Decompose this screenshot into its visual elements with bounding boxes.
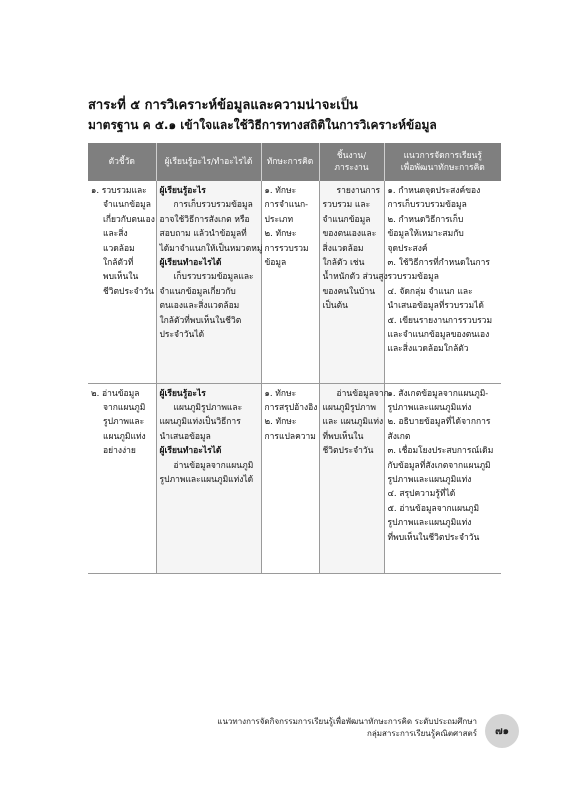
cell-line: แผนภูมิแท่งเป็นวิธีการ bbox=[159, 417, 241, 428]
header-learn bbox=[156, 143, 261, 181]
approach-cell bbox=[384, 383, 501, 573]
cell-line: ที่พบเห็นในชีวิตประจำวัน bbox=[387, 532, 480, 543]
cell-line: และจำแนกข้อมูลของตนเอง bbox=[387, 330, 490, 341]
cell-line: จำแนกข้อมูล bbox=[103, 200, 151, 211]
cell-line: รูปภาพและแผนภูมิแท่ง bbox=[387, 402, 472, 413]
cell-line: ๑. ทักษะ bbox=[264, 186, 297, 196]
cell-line: สอบถาม แล้วนำข้อมูลที่ bbox=[159, 229, 247, 240]
header-skills bbox=[261, 143, 319, 181]
cell-line: อ่านข้อมูลจากแผนภูมิ bbox=[173, 460, 254, 471]
cell-line: ชีวิตประจำวัน bbox=[103, 286, 154, 297]
cell-line: สิ่งแวดล้อม bbox=[322, 243, 364, 254]
cell-line: ข้อมูลให้เหมาะสมกับ bbox=[387, 229, 464, 240]
skills-cell bbox=[261, 181, 319, 383]
page-heading bbox=[88, 98, 508, 133]
cell-line: การรวบรวม bbox=[264, 243, 309, 254]
header-indicator bbox=[88, 143, 156, 181]
cell-line: กับข้อมูลที่สังเกตจากแผนภูมิ bbox=[387, 460, 491, 471]
cell-line: และสิ่งแวดล้อมใกล้ตัว bbox=[387, 344, 469, 355]
cell-line: น้ำหนักตัว ส่วนสูง bbox=[322, 272, 388, 283]
cell-line: ๓. เชื่อมโยงประสบการณ์เดิม bbox=[387, 446, 494, 457]
tasks-cell bbox=[319, 383, 389, 573]
cell-line: เกี่ยวกับตนเอง bbox=[103, 214, 155, 225]
do-heading: ผู้เรียนทำอะไรได้ bbox=[159, 258, 222, 269]
cell-line: ๑. กำหนดจุดประสงค์ของ bbox=[387, 186, 481, 196]
page-number: ๗๑ bbox=[485, 714, 519, 748]
cell-line: ภาระงาน bbox=[334, 163, 369, 173]
cell-line: เป็นต้น bbox=[322, 301, 348, 312]
cell-line: ของคนในบ้าน bbox=[322, 286, 376, 297]
cell-line: รูปภาพและแผนภูมิแท่ง bbox=[387, 518, 472, 529]
cell-line: ๒. ทักษะ bbox=[264, 417, 297, 428]
learn-text bbox=[160, 401, 258, 444]
footer-subject: กลุ่มสาระการเรียนรู้คณิตศาสตร์ bbox=[366, 729, 477, 738]
cell-line: ๒. ทักษะ bbox=[264, 229, 297, 240]
tasks-cell bbox=[319, 181, 388, 383]
learn-heading: ผู้เรียนรู้อะไร bbox=[159, 388, 206, 399]
cell-line: จำแนกข้อมูลเกี่ยวกับ bbox=[159, 286, 236, 297]
cell-line: ประจำวันได้ bbox=[159, 330, 205, 341]
learn-cell bbox=[156, 181, 261, 383]
cell-line: ๑. รวบรวมและ bbox=[91, 186, 147, 196]
indicator-table bbox=[88, 143, 501, 574]
cell-line: รูปภาพและแผนภูมิแท่งได้ bbox=[159, 474, 254, 485]
cell-line: ๒. อ่านข้อมูล bbox=[91, 388, 140, 399]
cell-line: ๕. อ่านข้อมูลจากแผนภูมิ bbox=[387, 503, 480, 514]
cell-line: จากแผนภูมิ bbox=[103, 402, 146, 413]
cell-line: นำเสนอข้อมูลที่รวบรวมได้ bbox=[387, 301, 484, 312]
cell-line: เก็บรวบรวมข้อมูลและ bbox=[173, 272, 254, 283]
cell-line: การเก็บรวบรวมข้อมูล bbox=[387, 200, 467, 211]
cell-line: ใกล้ตัวที่ bbox=[103, 258, 134, 269]
approach-cell bbox=[384, 181, 501, 383]
cell-line: รูปภาพและ bbox=[103, 417, 145, 428]
cell-line: ๔. จัดกลุ่ม จำแนก และ bbox=[387, 286, 473, 297]
cell-line: ใกล้ตัวที่พบเห็นในชีวิต bbox=[159, 315, 242, 326]
cell-line: รายงานการ bbox=[336, 186, 381, 196]
cell-line: จุดประสงค์ bbox=[387, 243, 428, 254]
cell-line: สังเกต bbox=[387, 431, 411, 442]
cell-line: รูปภาพและแผนภูมิแท่ง bbox=[387, 474, 472, 485]
cell-line: และสิ่ง bbox=[103, 229, 128, 240]
cell-line: นำเสนอข้อมูล bbox=[159, 431, 211, 442]
cell-line: เพื่อพัฒนาทักษะการคิด bbox=[400, 163, 485, 173]
learn-heading: ผู้เรียนรู้อะไร bbox=[159, 186, 206, 196]
cell-line: แผนภูมิรูปภาพ bbox=[322, 402, 376, 413]
header-tasks bbox=[319, 143, 384, 181]
cell-line: จำแนกข้อมูล bbox=[322, 214, 371, 225]
learn-cell bbox=[156, 383, 261, 573]
cell-line: ชิ้นงาน/ bbox=[336, 151, 367, 161]
cell-line: รวบรวม และ bbox=[322, 200, 371, 211]
indicator-cell bbox=[88, 181, 156, 383]
cell-line: การแปลความ bbox=[264, 431, 316, 442]
do-heading: ผู้เรียนทำอะไรได้ bbox=[159, 446, 222, 457]
cell-line: ๒. อธิบายข้อมูลที่ได้จากการ bbox=[387, 417, 491, 428]
cell-line: ใกล้ตัว เช่น bbox=[322, 258, 365, 269]
cell-line: แวดล้อม bbox=[103, 243, 135, 254]
cell-line: ๑. ทักษะ bbox=[264, 388, 297, 399]
cell-line: อ่านข้อมูลจาก bbox=[336, 388, 389, 399]
cell-line: ทักษะการคิด bbox=[266, 157, 314, 167]
cell-line: การเก็บรวบรวมข้อมูล bbox=[173, 200, 253, 211]
table-row bbox=[88, 181, 501, 383]
do-text bbox=[160, 270, 258, 342]
footer-book-title: แนวทางการจัดกิจกรรมการเรียนรู้เพื่อพัฒนาทักษะการคิด ระดับประถมศึกษา bbox=[217, 717, 477, 726]
skills-cell bbox=[261, 383, 319, 573]
cell-line: ผู้เรียนรู้อะไร/ทำอะไรได้ bbox=[164, 157, 253, 167]
cell-line: แนวการจัดการเรียนรู้ bbox=[403, 151, 482, 161]
cell-line: ได้มาจำแนกให้เป็นหมวดหมู่ bbox=[159, 243, 263, 254]
do-text bbox=[160, 459, 258, 488]
cell-line: การจำแนก- bbox=[264, 200, 309, 211]
cell-line: พบเห็นใน bbox=[103, 272, 139, 283]
cell-line: ของตนเองและ bbox=[322, 229, 377, 240]
cell-line: ตัวชี้วัด bbox=[108, 157, 135, 167]
cell-line: ชีวิตประจำวัน bbox=[322, 446, 374, 457]
cell-line: ประเภท bbox=[264, 214, 294, 225]
header-approach bbox=[384, 143, 501, 181]
cell-line: การสรุปอ้างอิง bbox=[264, 402, 318, 413]
table-header-row bbox=[88, 143, 501, 181]
cell-line: แผนภูมิแท่ง bbox=[103, 431, 146, 442]
cell-line: ๕. เขียนรายงานการรวบรวม bbox=[387, 315, 493, 326]
page-footer bbox=[217, 716, 477, 740]
learn-text bbox=[159, 198, 263, 256]
cell-line: และ แผนภูมิแท่ง bbox=[322, 417, 384, 428]
cell-line: ตนเองและสิ่งแวดล้อม bbox=[159, 301, 240, 312]
cell-line: อาจใช้วิธีการสังเกต หรือ bbox=[159, 214, 250, 225]
cell-line: ที่พบเห็นใน bbox=[322, 431, 364, 442]
cell-line: รวบรวมข้อมูล bbox=[387, 272, 439, 283]
cell-line: ข้อมูล bbox=[264, 258, 287, 269]
table-row bbox=[88, 383, 501, 573]
cell-line: ๔. สรุปความรู้ที่ได้ bbox=[387, 489, 456, 500]
cell-line: อย่างง่าย bbox=[103, 446, 136, 457]
strand-title: สาระที่ ๕ การวิเคราะห์ข้อมูลและความน่าจะเป็น bbox=[88, 98, 358, 113]
standard-title: มาตรฐาน ค ๕.๑ เข้าใจและใช้วิธีการทางสถิติในการวิเคราะห์ข้อมูล bbox=[88, 118, 437, 132]
indicator-cell bbox=[88, 383, 156, 573]
cell-line: ๑. สังเกตข้อมูลจากแผนภูมิ- bbox=[387, 388, 489, 399]
cell-line: ๒. กำหนดวิธีการเก็บ bbox=[387, 214, 464, 225]
cell-line: ๓. ใช้วิธีการที่กำหนดในการ bbox=[387, 258, 490, 269]
cell-line: แผนภูมิรูปภาพและ bbox=[173, 402, 243, 413]
